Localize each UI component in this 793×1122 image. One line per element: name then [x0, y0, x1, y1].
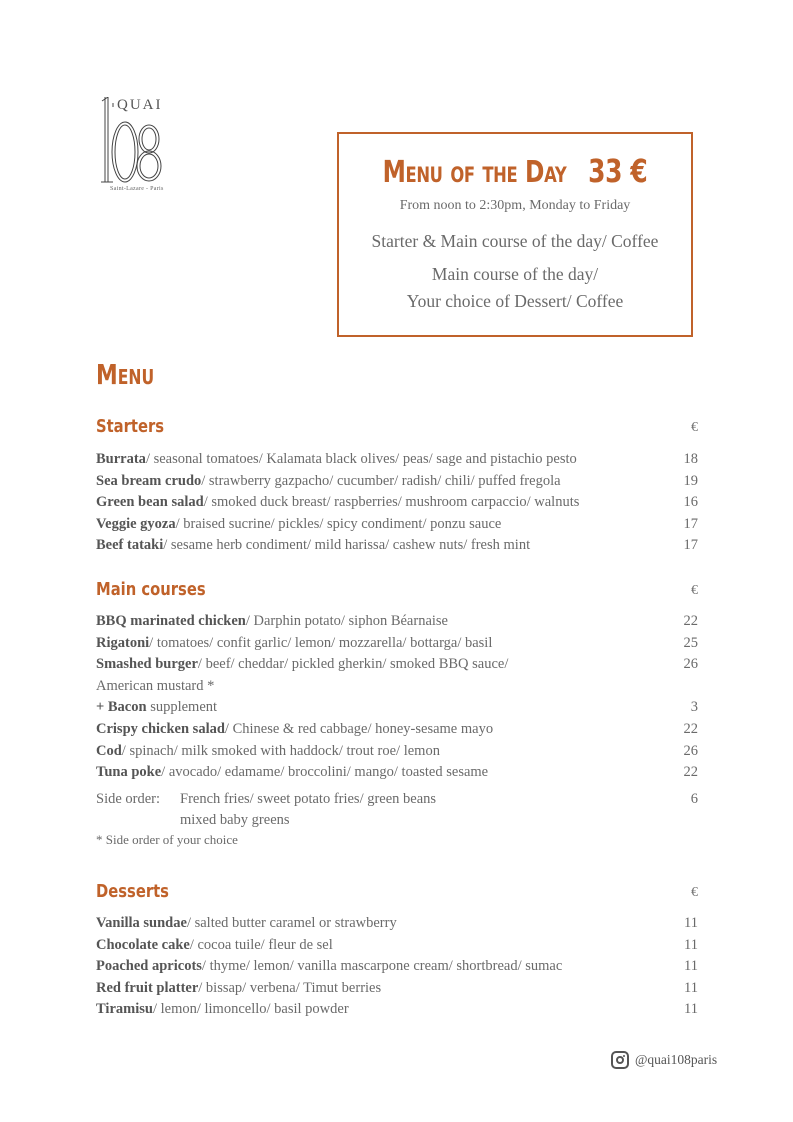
- menu-item: Green bean salad/ smoked duck breast/ raspberries/ mushroom carpaccio/ walnuts 16: [96, 494, 698, 511]
- menu-item: Crispy chicken salad/ Chinese & red cabbage/ honey-sesame mayo 22: [96, 720, 698, 737]
- starters-list: [96, 449, 698, 557]
- option-2-line-2: Your choice of Dessert/ Coffee: [406, 291, 624, 311]
- menu-item: Poached apricots/ thyme/ lemon/ vanilla mascarpone cream/ shortbread/ sumac 11: [96, 958, 698, 975]
- side-order-line-1: [96, 789, 698, 811]
- currency-symbol: €: [691, 885, 698, 900]
- menu-item: Tiramisu/ lemon/ limoncello/ basil powder 11: [96, 1001, 698, 1018]
- desserts-section: [96, 881, 698, 1021]
- currency-symbol: €: [691, 420, 698, 435]
- main-courses-section: [96, 579, 698, 848]
- side-order-options: French fries/ sweet potato fries/ green beans: [180, 790, 437, 807]
- desserts-list: [96, 913, 698, 1021]
- menu-of-day-price: 33 €: [588, 152, 648, 190]
- instagram-handle[interactable]: [611, 1051, 717, 1069]
- menu-of-the-day-box: [337, 132, 693, 337]
- menu-item: Burrata/ seasonal tomatoes/ Kalamata black olives/ peas/ sage and pistachio pesto 18: [96, 451, 698, 467]
- option-2-line-1: Main course of the day/: [431, 264, 599, 284]
- menu-item: Red fruit platter/ bissap/ verbena/ Timut berries 11: [96, 979, 698, 996]
- menu-item-continuation: American mustard *: [96, 677, 215, 694]
- starters-section: [96, 416, 698, 557]
- menu-item: Vanilla sundae/ salted butter caramel or strawberry 11: [96, 915, 698, 931]
- menu-item: + Bacon supplement 3: [96, 699, 698, 716]
- side-order: [96, 789, 698, 848]
- menu-item: Beef tataki/ sesame herb condiment/ mild harissa/ cashew nuts/ fresh mint 17: [96, 537, 698, 554]
- menu-item: Cod/ spinach/ milk smoked with haddock/ trout roe/ lemon 26: [96, 742, 698, 759]
- menu-of-day-hours: From noon to 2:30pm, Monday to Friday: [399, 198, 631, 213]
- side-order-options-2: mixed baby greens: [180, 812, 290, 829]
- menu-title: Menu: [96, 358, 155, 391]
- menu-of-day-title: Menu of the Day: [382, 155, 567, 190]
- currency-symbol: €: [691, 583, 698, 598]
- desserts-header: [96, 881, 698, 903]
- menu-item: Sea bream crudo/ strawberry gazpacho/ cucumber/ radish/ chili/ puffed fregola 19: [96, 472, 698, 489]
- main-courses-list: [96, 611, 698, 784]
- side-order-line-2: [96, 810, 698, 832]
- menu-item: Rigatoni/ tomatoes/ confit garlic/ lemon/ mozzarella/ bottarga/ basil 25: [96, 634, 698, 651]
- menu-item: Chocolate cake/ cocoa tuile/ fleur de sel 11: [96, 936, 698, 953]
- menu-of-day-option-2: [339, 261, 691, 315]
- menu-item: Smashed burger/ beef/ cheddar/ pickled gherkin/ smoked BBQ sauce/ 26: [96, 656, 698, 673]
- side-order-note: * Side order of your choice: [96, 831, 238, 847]
- main-courses-header: [96, 579, 698, 601]
- desserts-title: Desserts: [96, 881, 169, 902]
- instagram-handle-text: @quai108paris: [635, 1052, 718, 1067]
- side-order-price: 6: [690, 790, 698, 807]
- logo-quai-text: QUAI: [117, 97, 163, 113]
- instagram-icon: [611, 1051, 629, 1069]
- menu-item: BBQ marinated chicken/ Darphin potato/ siphon Béarnaise 22: [96, 613, 698, 629]
- main-courses-title: Main courses: [96, 579, 206, 600]
- menu-item: Tuna poke/ avocado/ edamame/ broccolini/ mango/ toasted sesame 22: [96, 764, 698, 781]
- menu-of-day-heading: [378, 152, 653, 190]
- starters-title: Starters: [96, 416, 165, 437]
- side-order-label: Side order:: [96, 790, 161, 807]
- menu-of-day-option-1: Starter & Main course of the day/ Coffee: [371, 231, 659, 251]
- starters-header: [96, 416, 698, 438]
- logo-subtitle: Saint-Lazare - Paris: [110, 186, 164, 192]
- menu-item: Veggie gyoza/ braised sucrine/ pickles/ spicy condiment/ ponzu sauce 17: [96, 515, 698, 532]
- restaurant-logo: [97, 97, 187, 197]
